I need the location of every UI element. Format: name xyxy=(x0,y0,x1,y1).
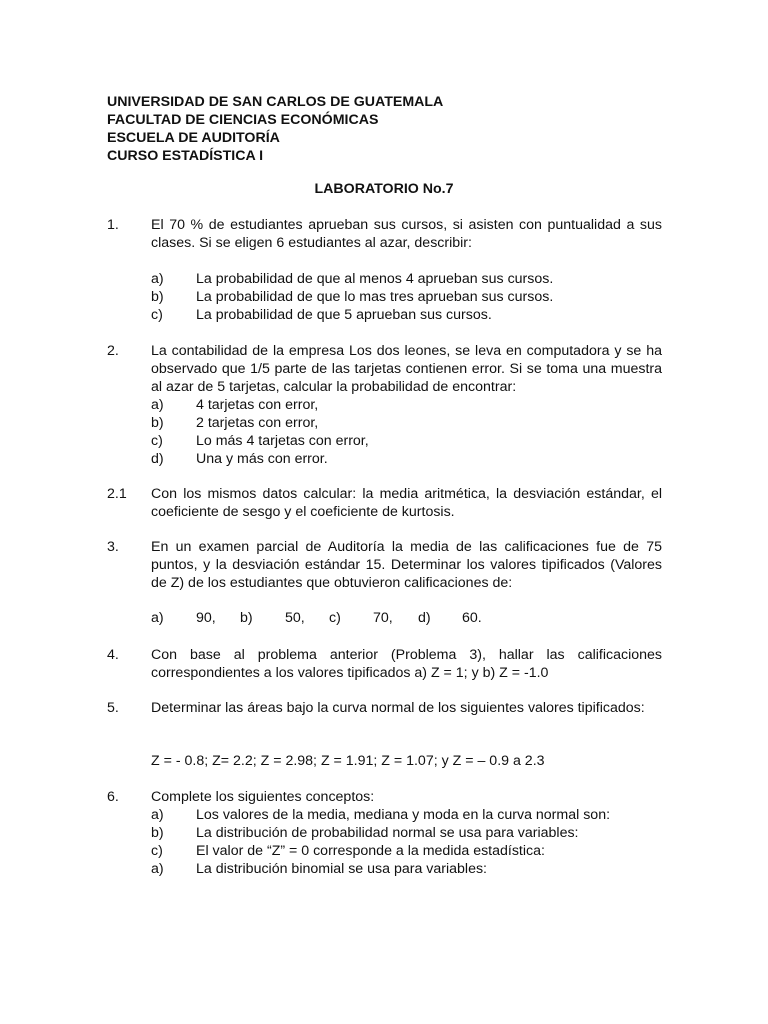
question-text: La contabilidad de la empresa Los dos leones, se leva en computadora y se ha observado que 1/5 parte de las tarjetas contienen error. Si se toma una muestra al azar de 5 tarjetas, calcular la probabilidad de encontrar: xyxy=(151,343,662,395)
sub-item-text: Lo más 4 tarjetas con error, xyxy=(196,433,369,449)
sub-item-text: Los valores de la media, mediana y moda en la curva normal son: xyxy=(196,807,611,823)
option-value: 60. xyxy=(462,610,482,626)
question-text: Determinar las áreas bajo la curva normal de los siguientes valores tipificados: xyxy=(151,700,645,716)
option-label: b) xyxy=(240,610,253,626)
question-2 xyxy=(107,342,662,468)
sub-item-label: b) xyxy=(151,415,164,431)
sub-item-label: c) xyxy=(151,843,163,859)
question-1 xyxy=(107,216,662,324)
document-title: LABORATORIO No.7 xyxy=(314,181,454,197)
question-number: 2.1 xyxy=(107,486,127,502)
sub-item xyxy=(151,288,662,306)
sub-item xyxy=(151,414,662,432)
question-text: El 70 % de estudiantes aprueban sus cursos, si asisten con puntualidad a sus clases. Si se eligen 6 estudiantes al azar, describir: xyxy=(151,217,662,251)
question-5 xyxy=(107,699,662,717)
sub-item-text: La probabilidad de que al menos 4 aprueban sus cursos. xyxy=(196,271,554,287)
question-3-options xyxy=(107,609,662,627)
sub-item-label: c) xyxy=(151,307,163,323)
question-number: 1. xyxy=(107,217,119,233)
sub-item xyxy=(151,450,662,468)
sub-item-list xyxy=(151,396,662,468)
sub-item-label: d) xyxy=(151,451,164,467)
sub-item-label: b) xyxy=(151,289,164,305)
question-2-1 xyxy=(107,485,662,521)
sub-item xyxy=(151,860,662,878)
question-5-values xyxy=(107,752,662,770)
option-row xyxy=(151,609,662,627)
question-6 xyxy=(107,788,662,878)
sub-item-text: La distribución de probabilidad normal se usa para variables: xyxy=(196,825,579,841)
header-course: CURSO ESTADÍSTICA I xyxy=(107,148,264,164)
question-3 xyxy=(107,538,662,592)
sub-item-text: La probabilidad de que 5 aprueban sus cursos. xyxy=(196,307,492,323)
question-4 xyxy=(107,646,662,682)
question-number: 3. xyxy=(107,539,119,555)
option-value: 50, xyxy=(285,610,305,626)
header-faculty: FACULTAD DE CIENCIAS ECONÓMICAS xyxy=(107,112,379,128)
sub-item-text: La distribución binomial se usa para variables: xyxy=(196,861,488,877)
sub-item-list xyxy=(151,806,662,878)
question-text: Con los mismos datos calcular: la media aritmética, la desviación estándar, el coeficiente de sesgo y el coeficiente de kurtosis. xyxy=(151,486,662,520)
question-number: 4. xyxy=(107,647,119,663)
question-number: 2. xyxy=(107,343,119,359)
question-text: Con base al problema anterior (Problema 3), hallar las calificaciones correspondientes a los valores tipificados a) Z = 1; y b) Z = -1.0 xyxy=(151,647,662,681)
sub-item xyxy=(151,432,662,450)
sub-item-label: a) xyxy=(151,861,164,877)
sub-item-list xyxy=(151,270,662,324)
option-value: 70, xyxy=(373,610,393,626)
header-university: UNIVERSIDAD DE SAN CARLOS DE GUATEMALA xyxy=(107,94,444,110)
option-label: c) xyxy=(329,610,341,626)
sub-item xyxy=(151,270,662,288)
sub-item-text: La probabilidad de que lo mas tres aprueban sus cursos. xyxy=(196,289,554,305)
sub-item-label: b) xyxy=(151,825,164,841)
sub-item-text: 2 tarjetas con error, xyxy=(196,415,319,431)
sub-item xyxy=(151,842,662,860)
sub-item xyxy=(151,806,662,824)
sub-item-text: Una y más con error. xyxy=(196,451,328,467)
sub-item xyxy=(151,306,662,324)
option-value: 90, xyxy=(196,610,216,626)
header-school: ESCUELA DE AUDITORÍA xyxy=(107,130,280,146)
sub-item xyxy=(151,396,662,414)
sub-item-text: 4 tarjetas con error, xyxy=(196,397,319,413)
question-text: Complete los siguientes conceptos: xyxy=(151,789,375,805)
question-number: 6. xyxy=(107,789,119,805)
sub-item-label: a) xyxy=(151,271,164,287)
sub-item-label: a) xyxy=(151,397,164,413)
question-text: En un examen parcial de Auditoría la media de las calificaciones fue de 75 puntos, y la desviación estándar 15. Determinar los valores tipificados (Valores de Z) de los estudiantes que obtuvieron calificaciones de: xyxy=(151,539,662,591)
sub-item xyxy=(151,824,662,842)
sub-item-label: a) xyxy=(151,807,164,823)
question-number: 5. xyxy=(107,700,119,716)
document-header xyxy=(107,93,443,165)
option-label: d) xyxy=(418,610,431,626)
option-label: a) xyxy=(151,610,164,626)
z-values-line: Z = - 0.8; Z= 2.2; Z = 2.98; Z = 1.91; Z = 1.07; y Z = – 0.9 a 2.3 xyxy=(151,753,545,769)
sub-item-label: c) xyxy=(151,433,163,449)
sub-item-text: El valor de “Z” = 0 corresponde a la medida estadística: xyxy=(196,843,545,859)
